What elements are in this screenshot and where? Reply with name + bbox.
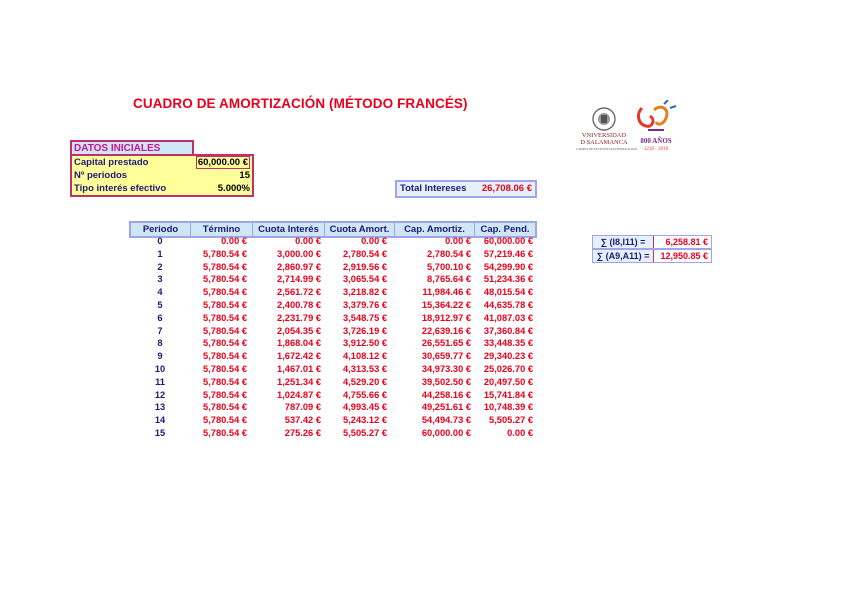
column-header-cap-amortiz: Cap. Amortiz.: [395, 223, 475, 236]
table-cell[interactable]: 3,379.76 €: [343, 299, 387, 310]
table-cell[interactable]: 275.26 €: [284, 427, 321, 438]
suma-amort-value: 12,950.85 €: [660, 251, 708, 261]
table-cell[interactable]: 0: [157, 236, 163, 246]
table-cell[interactable]: 0.00 €: [445, 236, 471, 246]
table-cell[interactable]: 5,780.54 €: [203, 351, 247, 362]
table-cell[interactable]: 33,448.35 €: [483, 338, 533, 349]
table-row: [131, 389, 535, 402]
table-cell[interactable]: 57,219.46 €: [483, 248, 533, 259]
table-cell[interactable]: 5,780.54 €: [203, 325, 247, 336]
table-row: [131, 299, 535, 312]
suma-intereses-value: 6,258.81 €: [665, 237, 708, 247]
column-header-cuota-interes: Cuota Interés: [253, 223, 325, 236]
table-cell[interactable]: 15,364.22 €: [421, 299, 471, 310]
table-cell[interactable]: 7: [157, 325, 163, 336]
table-row: [131, 414, 535, 427]
table-cell[interactable]: 5,780.54 €: [203, 338, 247, 349]
table-cell[interactable]: 3: [157, 274, 163, 285]
table-cell[interactable]: 30,659.77 €: [421, 351, 471, 362]
table-cell[interactable]: 2,919.56 €: [343, 261, 387, 272]
table-row: [131, 376, 535, 389]
table-cell[interactable]: 25,026.70 €: [483, 363, 533, 374]
table-row: [131, 427, 535, 440]
table-row: [131, 248, 535, 261]
table-cell[interactable]: 5: [157, 299, 163, 310]
table-cell[interactable]: 5,505.27 €: [343, 427, 387, 438]
table-cell[interactable]: 60,000.00 €: [421, 427, 471, 438]
logo-line-2: D SALAMANCA: [580, 139, 628, 146]
table-cell[interactable]: 3,912.50 €: [343, 338, 387, 349]
table-cell[interactable]: 20,497.50 €: [483, 376, 533, 387]
table-cell[interactable]: 2,561.72 €: [277, 287, 321, 298]
table-cell[interactable]: 49,251.61 €: [421, 402, 471, 413]
table-cell[interactable]: 51,234.36 €: [483, 274, 533, 285]
table-cell[interactable]: 5,780.54 €: [203, 389, 247, 400]
table-cell[interactable]: 18,912.97 €: [421, 312, 471, 323]
table-cell[interactable]: 0.00 €: [507, 427, 533, 438]
table-cell[interactable]: 2,860.97 €: [277, 261, 321, 272]
suma-amort-label: ∑ (A9,A11) =: [593, 250, 654, 262]
table-cell[interactable]: 1: [157, 248, 163, 259]
tipo-interes-value[interactable]: 5.000%: [217, 183, 250, 194]
table-cell[interactable]: 48,015.54 €: [483, 287, 533, 298]
capital-label: Capital prestado: [74, 157, 149, 168]
table-cell[interactable]: 5,780.54 €: [203, 287, 247, 298]
table-cell[interactable]: 5,780.54 €: [203, 415, 247, 426]
table-cell[interactable]: 10,748.39 €: [483, 402, 533, 413]
table-cell[interactable]: 6: [157, 312, 163, 323]
table-row: [131, 325, 535, 338]
table-cell[interactable]: 1,672.42 €: [277, 351, 321, 362]
table-row: [131, 312, 535, 325]
table-cell[interactable]: 15,741.84 €: [483, 389, 533, 400]
years-range: 1218 · 2018: [643, 147, 669, 152]
table-cell[interactable]: 3,000.00 €: [277, 248, 321, 259]
table-cell[interactable]: 1,467.01 €: [277, 363, 321, 374]
table-cell[interactable]: 8: [157, 338, 163, 349]
column-header-termino: Término: [191, 223, 253, 236]
total-intereses-value: 26,708.06 €: [481, 183, 532, 194]
table-row: [131, 363, 535, 376]
datos-row: [74, 182, 250, 195]
table-cell[interactable]: 5,505.27 €: [489, 415, 533, 426]
table-cell[interactable]: 12: [154, 389, 166, 400]
amortization-table-body: [131, 235, 535, 440]
table-cell[interactable]: 60,000.00 €: [483, 236, 533, 246]
table-cell[interactable]: 787.09 €: [284, 402, 321, 413]
table-cell[interactable]: 2,714.99 €: [277, 274, 321, 285]
table-row: [131, 401, 535, 414]
table-row: [131, 261, 535, 274]
table-cell[interactable]: 4,993.45 €: [343, 402, 387, 413]
table-cell[interactable]: 1,868.04 €: [277, 338, 321, 349]
table-cell[interactable]: 2,780.54 €: [427, 248, 471, 259]
table-cell[interactable]: 39,502.50 €: [421, 376, 471, 387]
table-row: [131, 350, 535, 363]
anniversary-emblem-icon: [634, 100, 678, 138]
table-cell[interactable]: 13: [154, 402, 166, 413]
capital-value[interactable]: 60,000.00 €: [197, 157, 248, 168]
table-cell[interactable]: 5,243.12 €: [343, 415, 387, 426]
table-row: [131, 273, 535, 286]
table-cell[interactable]: 41,087.03 €: [483, 312, 533, 323]
total-intereses-box: [395, 180, 537, 198]
datos-row: [74, 169, 250, 182]
table-cell[interactable]: 4,529.20 €: [343, 376, 387, 387]
table-cell[interactable]: 9: [157, 351, 163, 362]
datos-iniciales-box: [70, 154, 254, 197]
table-cell[interactable]: 537.42 €: [284, 415, 321, 426]
suma-amort-box: [592, 249, 712, 263]
table-cell[interactable]: 5,780.54 €: [203, 427, 247, 438]
table-row: [131, 337, 535, 350]
table-cell[interactable]: 5,780.54 €: [203, 312, 247, 323]
table-cell[interactable]: 5,780.54 €: [203, 363, 247, 374]
column-header-cap-pend: Cap. Pend.: [480, 224, 530, 235]
table-cell[interactable]: 54,299.90 €: [483, 261, 533, 272]
table-cell[interactable]: 0.00 €: [361, 236, 387, 246]
table-cell[interactable]: 3,726.19 €: [343, 325, 387, 336]
table-cell[interactable]: 3,218.82 €: [343, 287, 387, 298]
table-cell[interactable]: 15: [154, 427, 166, 438]
table-cell[interactable]: 5,780.54 €: [203, 376, 247, 387]
datos-iniciales-header: DATOS INICIALES: [70, 140, 194, 157]
table-cell[interactable]: 1,024.87 €: [277, 389, 321, 400]
table-cell[interactable]: 4,108.12 €: [343, 351, 387, 362]
logo-line-1: VNIVERSIDAD: [581, 132, 627, 139]
table-cell[interactable]: 4,313.53 €: [343, 363, 387, 374]
column-header-periodo: Periodo: [131, 223, 191, 236]
page-title: CUADRO DE AMORTIZACIÓN (MÉTODO FRANCÉS): [133, 96, 468, 111]
periodos-label: Nº periodos: [74, 170, 128, 181]
table-cell[interactable]: 2,400.78 €: [277, 299, 321, 310]
table-cell[interactable]: 26,551.65 €: [421, 338, 471, 349]
table-cell[interactable]: 44,635.78 €: [483, 299, 533, 310]
suma-intereses-label: ∑ (I8,I11) =: [593, 236, 654, 248]
table-cell[interactable]: 11,984.46 €: [422, 287, 471, 298]
table-cell[interactable]: 10: [154, 363, 166, 374]
datos-row: [74, 156, 250, 169]
table-cell[interactable]: 3,065.54 €: [343, 274, 387, 285]
table-cell[interactable]: 34,973.30 €: [421, 363, 471, 374]
seal-icon: [578, 105, 630, 133]
table-cell[interactable]: 5,780.54 €: [203, 261, 247, 272]
table-cell[interactable]: 4: [157, 287, 163, 298]
table-row: [131, 235, 535, 248]
table-cell[interactable]: 5,780.54 €: [203, 299, 247, 310]
table-cell[interactable]: 4,755.66 €: [343, 389, 387, 400]
table-cell[interactable]: 1,251.34 €: [277, 376, 321, 387]
anniversary-logo: [634, 100, 678, 156]
table-cell[interactable]: 11: [155, 376, 165, 387]
table-cell[interactable]: 22,639.16 €: [421, 325, 471, 336]
table-cell[interactable]: 2,231.79 €: [277, 312, 321, 323]
years-label: 800 AÑOS: [640, 137, 672, 145]
table-cell[interactable]: 2,054.35 €: [277, 325, 321, 336]
total-intereses-label: Total Intereses: [400, 183, 467, 194]
table-cell[interactable]: 0.00 €: [295, 236, 321, 246]
logo-line-3: CAMPUS DE EXCELENCIA INTERNACIONAL: [576, 147, 638, 151]
table-cell[interactable]: 5,780.54 €: [203, 402, 247, 413]
table-cell[interactable]: 0.00 €: [221, 236, 247, 246]
table-cell[interactable]: 54,494.73 €: [421, 415, 471, 426]
table-cell[interactable]: 8,765.64 €: [427, 274, 471, 285]
periodos-value[interactable]: 15: [239, 170, 250, 181]
table-cell[interactable]: 2,780.54 €: [343, 248, 387, 259]
table-cell[interactable]: 14: [154, 415, 166, 426]
tipo-interes-label: Tipo interés efectivo: [74, 183, 167, 194]
table-cell[interactable]: 5,780.54 €: [203, 248, 247, 259]
university-logo: [576, 105, 638, 155]
table-cell[interactable]: 37,360.84 €: [483, 325, 533, 336]
suma-intereses-box: [592, 235, 712, 249]
table-cell[interactable]: 2: [157, 261, 163, 272]
table-cell[interactable]: 44,258.16 €: [421, 389, 471, 400]
table-row: [131, 286, 535, 299]
table-cell[interactable]: 3,548.75 €: [343, 312, 387, 323]
table-cell[interactable]: 29,340.23 €: [483, 351, 533, 362]
column-header-cuota-amort: Cuota Amort.: [325, 223, 395, 236]
table-cell[interactable]: 5,780.54 €: [203, 274, 247, 285]
table-cell[interactable]: 5,700.10 €: [427, 261, 471, 272]
